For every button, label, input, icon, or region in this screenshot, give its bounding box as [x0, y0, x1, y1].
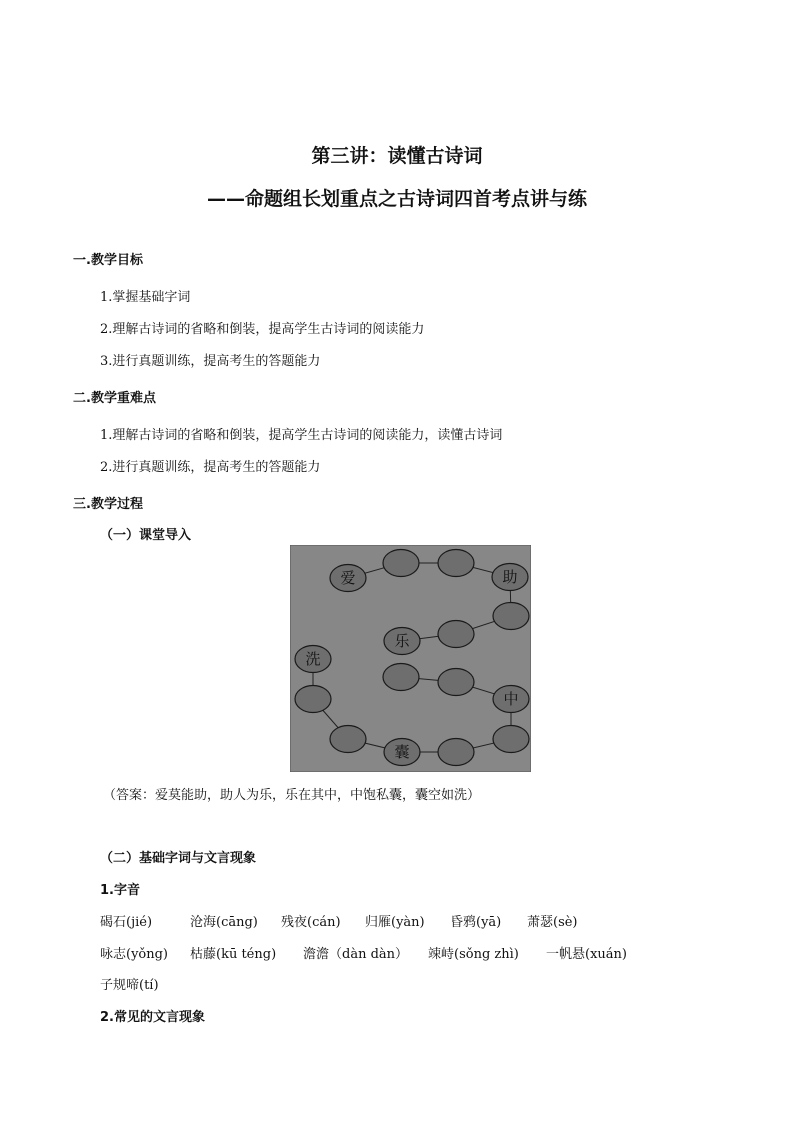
phenomena-heading: 2.常见的文言现象 — [100, 1010, 205, 1025]
puzzle-node-label: 囊 — [394, 743, 410, 761]
objective-item: 2.理解古诗词的省略和倒装，提高学生古诗词的阅读能力 — [100, 322, 425, 337]
puzzle-node — [438, 621, 474, 648]
pronunciation-item: 澹澹（dàn dàn） — [303, 947, 409, 962]
section-heading-process: 三.教学过程 — [73, 497, 143, 512]
key-point-item: 2.进行真题训练，提高考生的答题能力 — [100, 460, 321, 475]
section-heading-key-points: 二.教学重难点 — [73, 391, 156, 406]
pronunciation-item: 咏志(yǒng) — [100, 947, 169, 962]
objective-item: 1.掌握基础字词 — [100, 290, 191, 305]
puzzle-node — [295, 686, 331, 713]
puzzle-answer: （答案：爱莫能助，助人为乐，乐在其中，中饱私囊，囊空如洗） — [103, 788, 481, 803]
idiom-chain-puzzle — [290, 545, 531, 772]
pronunciation-row — [0, 911, 794, 929]
pronunciation-item: 沧海(cāng) — [190, 915, 258, 930]
pronunciation-item: 一帆悬(xuán) — [546, 947, 627, 962]
puzzle-node-label: 洗 — [305, 650, 321, 668]
pronunciation-item: 昏鸦(yā) — [450, 915, 502, 930]
puzzle-node-label: 乐 — [394, 632, 410, 650]
puzzle-node-label: 中 — [503, 690, 519, 708]
pronunciation-item: 竦峙(sǒng zhì) — [428, 947, 519, 962]
puzzle-node — [493, 726, 529, 753]
subsection-heading-intro: （一）课堂导入 — [100, 528, 192, 543]
puzzle-node — [438, 669, 474, 696]
pronunciation-item: 残夜(cán) — [281, 915, 341, 930]
subsection-heading-vocabulary: （二）基础字词与文言现象 — [100, 851, 257, 866]
pronunciation-item: 碣石(jié) — [100, 915, 153, 930]
pronunciation-item: 子规啼(tí) — [100, 978, 159, 993]
page-subtitle: ——命题组长划重点之古诗词四首考点讲与练 — [206, 188, 587, 210]
section-heading-objectives: 一.教学目标 — [73, 253, 143, 268]
pronunciation-row — [0, 974, 794, 992]
pronunciation-row — [0, 943, 794, 961]
puzzle-node — [493, 603, 529, 630]
puzzle-node — [383, 664, 419, 691]
objective-item: 3.进行真题训练，提高考生的答题能力 — [100, 354, 321, 369]
puzzle-node — [330, 726, 366, 753]
page-title: 第三讲：读懂古诗词 — [311, 145, 483, 167]
pronunciation-item: 归雁(yàn) — [365, 915, 425, 930]
puzzle-node — [383, 550, 419, 577]
key-point-item: 1.理解古诗词的省略和倒装，提高学生古诗词的阅读能力，读懂古诗词 — [100, 428, 503, 443]
puzzle-node — [438, 739, 474, 766]
puzzle-node-label: 助 — [502, 568, 518, 586]
pronunciation-item: 萧瑟(sè) — [527, 915, 578, 930]
puzzle-node — [438, 550, 474, 577]
pronunciation-item: 枯藤(kū téng) — [190, 947, 277, 962]
pronunciation-heading: 1.字音 — [100, 883, 140, 898]
puzzle-node-label: 爱 — [340, 569, 356, 587]
